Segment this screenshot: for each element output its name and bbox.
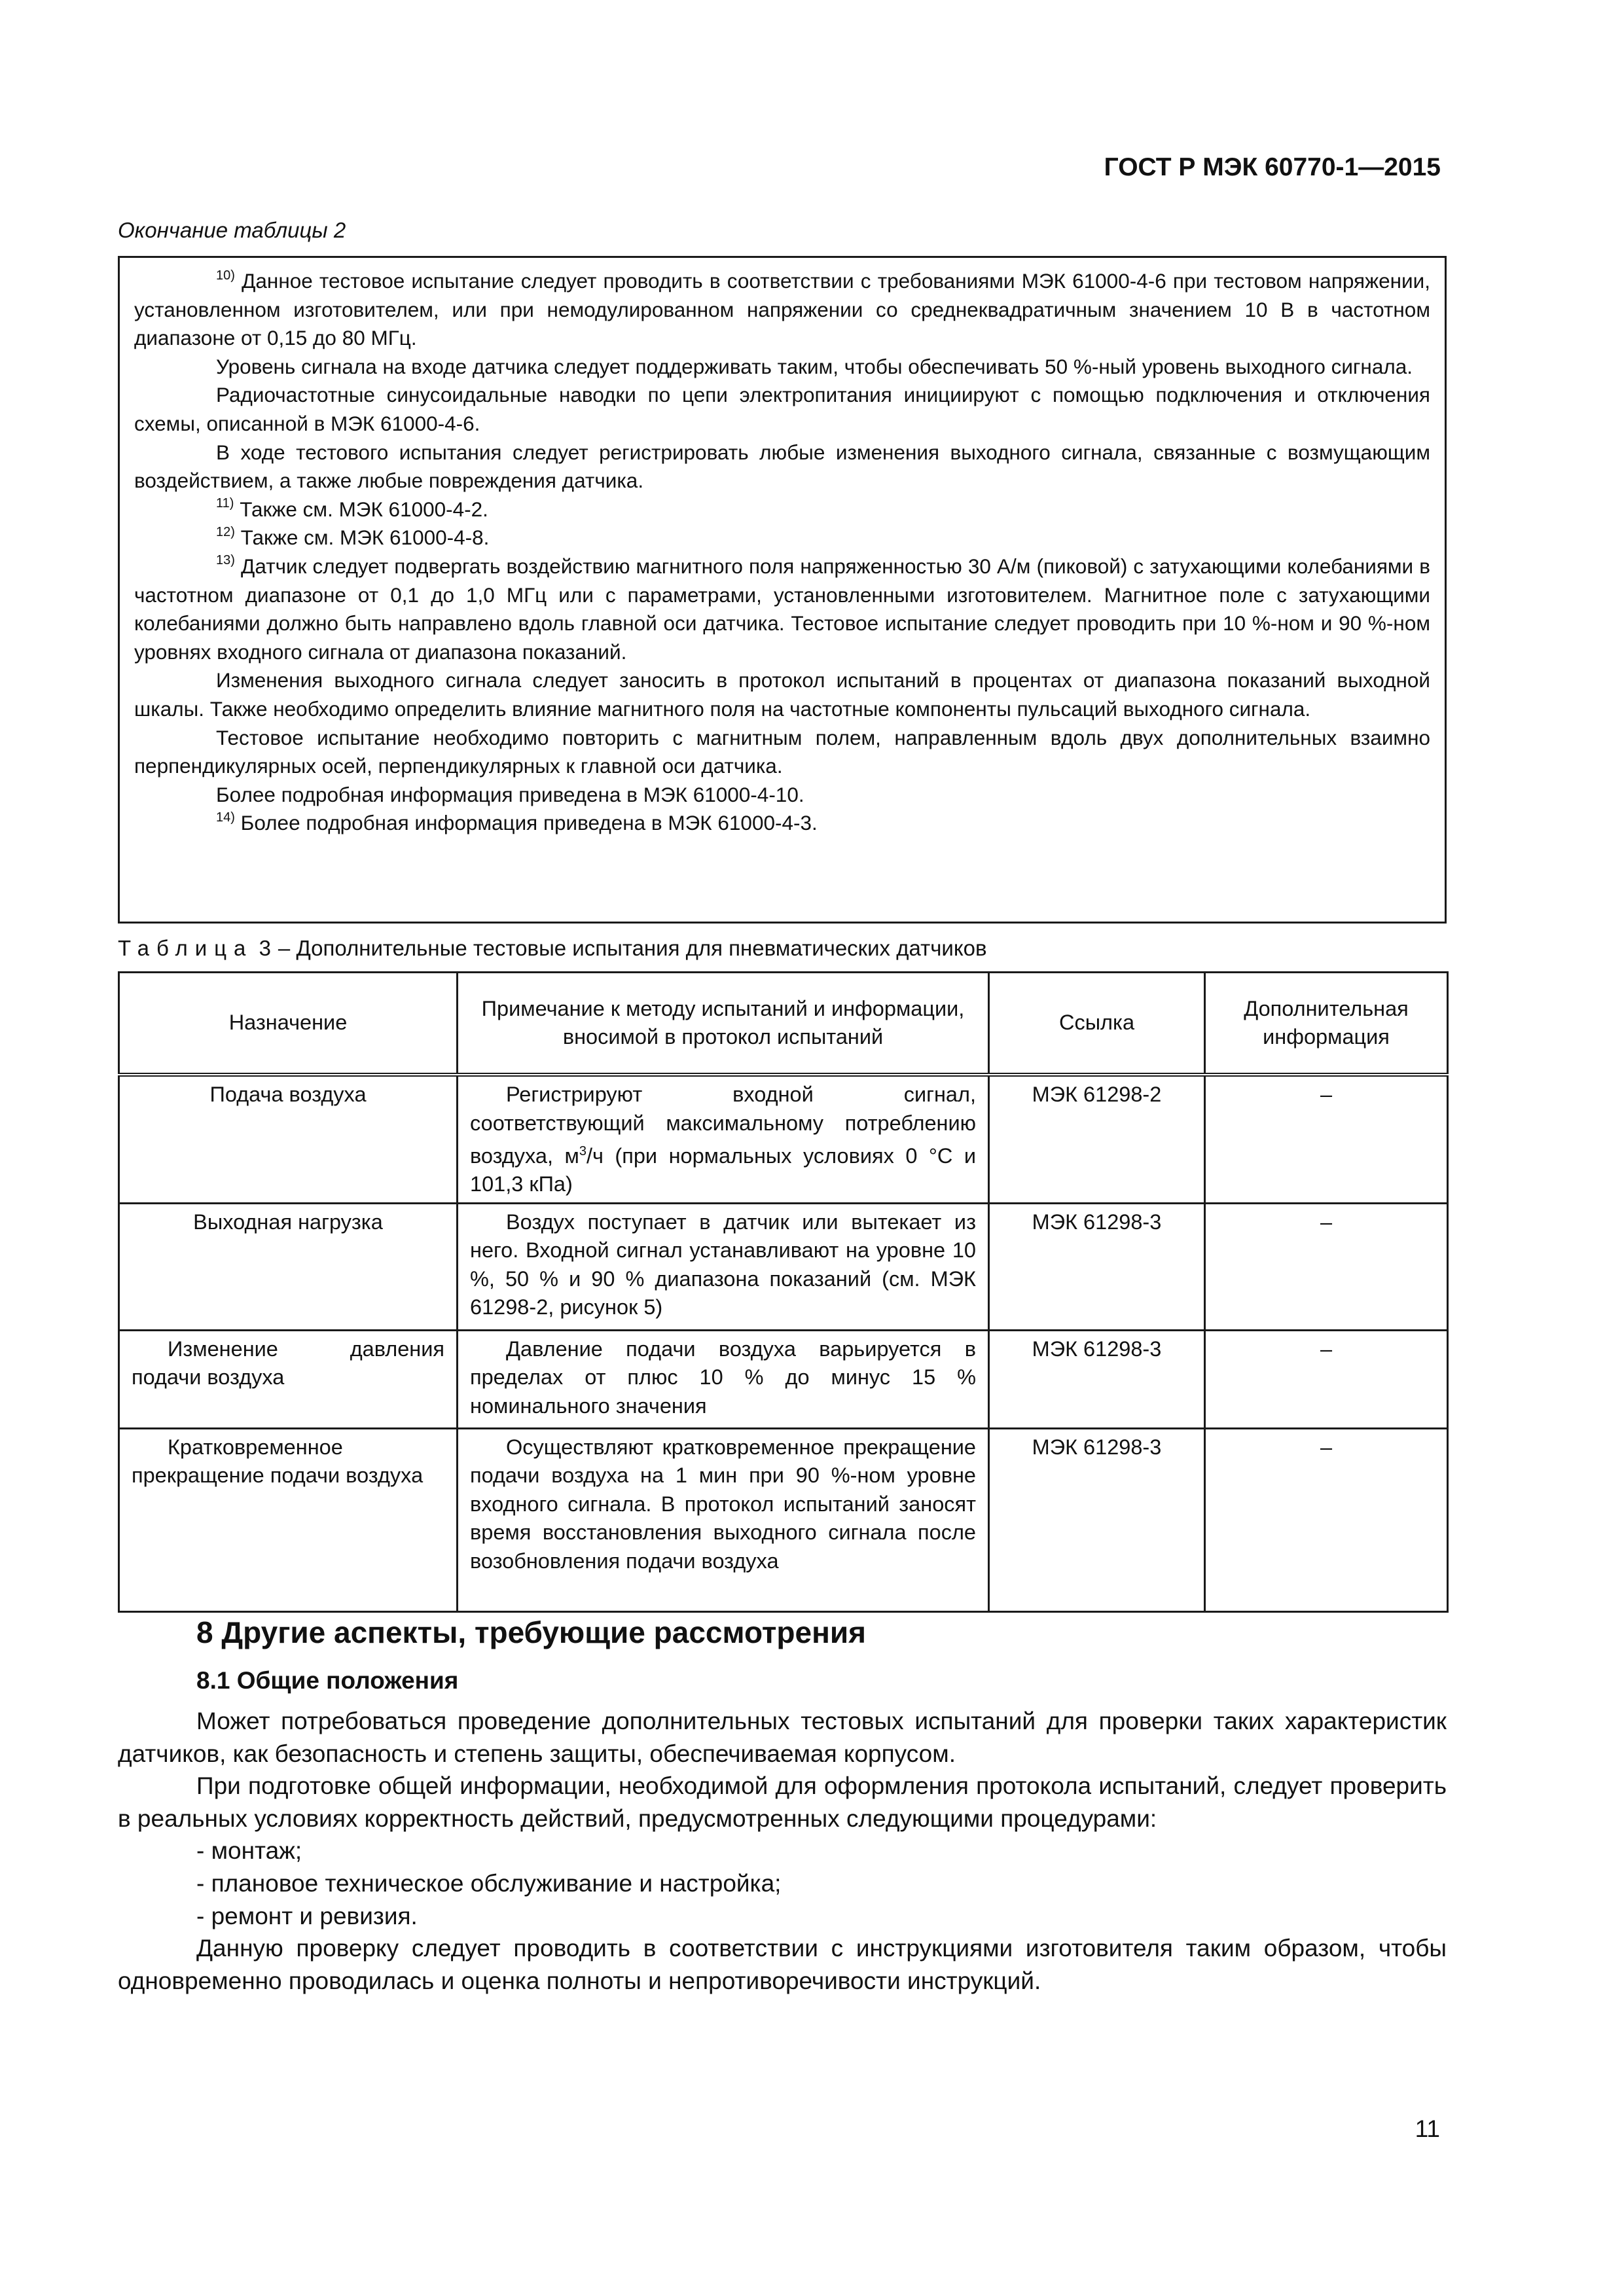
table-row [119,1330,1448,1428]
table-number: 3 [259,936,278,960]
body-paragraph: Данную проверку следует проводить в соответствии с инструкциями изготовителя таким образом, чтобы одновременно проводилась и оценка полноты и непротиворечивости инструкций. [118,1935,1447,1994]
reference-cell: МЭК 61298-2 [989,1075,1205,1203]
purpose-cell: Кратковременное прекращение подачи воздуха [119,1428,458,1611]
table-row [119,1203,1448,1330]
table-label: Таблица [118,936,253,960]
method-note-cell: Давление подачи воздуха варьируется в пределах от плюс 10 % до минус 15 % номинального значения [458,1330,989,1428]
footnote-paragraph [134,439,1430,495]
footnote-text: Более подробная информация приведена в МЭК 61000-4-10. [216,782,804,806]
purpose-cell: Изменение давления подачи воздуха [119,1330,458,1428]
reference-cell: МЭК 61298-3 [989,1428,1205,1611]
footnote-mark: 10) [216,268,235,283]
subsection-heading: 8.1 Общие положения [196,1667,459,1694]
footnote-text: Также см. МЭК 61000-4-8. [240,526,490,550]
list-item: - монтаж; [196,1837,302,1865]
purpose-cell: Подача воздуха [119,1075,458,1203]
table-header-row [119,973,1448,1075]
table3-caption [118,934,1447,963]
footnote-paragraph [134,781,1430,810]
footnote-paragraph [134,495,1430,524]
method-note-cell: Воздух поступает в датчик или вытекает из него. Входной сигнал устанавливают на уровне 10 %, 50 % и 90 % диапазона показаний (см. МЭК 61298-2, рисунок 5) [458,1203,989,1330]
table2-footnotes-box [118,256,1447,924]
footnote-text: Данное тестовое испытание следует проводить в соответствии с требованиями МЭК 61000-4-6 при тестовом напряжении, установленном изготовителем, или при немодулированном напряжении со среднеквадратичным значением 10 В в частотном диапазоне от 0,15 до 80 МГц. [134,269,1430,350]
extra-info-cell: – [1205,1428,1448,1611]
section-body [118,1705,1447,1997]
body-paragraph: При подготовке общей информации, необходимой для оформления протокола испытаний, следует проверить в реальных условиях корректность действий, предусмотренных следующими процедурами: [118,1772,1447,1832]
footnote-mark: 13) [216,553,235,568]
footnote-text: В ходе тестового испытания следует регистрировать любые изменения выходного сигнала, связанные с возмущающим воздействием, а также любые повреждения датчика. [134,440,1430,493]
footnote-paragraph [134,524,1430,552]
footnote-text: Более подробная информация приведена в МЭК 61000-4-3. [240,811,818,835]
footnote-paragraph [134,267,1430,353]
page-number: 11 [1415,2115,1440,2142]
footnote-paragraph [134,552,1430,666]
extra-info-cell: – [1205,1203,1448,1330]
reference-cell: МЭК 61298-3 [989,1330,1205,1428]
footnote-paragraph [134,666,1430,723]
list-item: - ремонт и ревизия. [196,1902,418,1929]
footnote-paragraph [134,381,1430,438]
section-heading: 8 Другие аспекты, требующие рассмотрения [196,1615,867,1649]
body-paragraph: Может потребоваться проведение дополнительных тестовых испытаний для проверки таких характеристик датчиков, как безопасность и степень защиты, обеспечиваемая корпусом. [118,1708,1447,1767]
footnote-text: Уровень сигнала на входе датчика следует поддерживать таким, чтобы обеспечивать 50 %-ный уровень выходного сигнала. [216,354,1413,378]
extra-info-cell: – [1205,1330,1448,1428]
footnote-text: Датчик следует подвергать воздействию магнитного поля напряженностью 30 А/м (пиковой) с затухающими колебаниями в частотном диапазоне от 0,1 до 1,0 МГц или с параметрами, установленными изготовителем. Магнитное поле с затухающими колебаниями должно быть направлено вдоль главной оси датчика. Тестовое испытание следует проводить при 10 %-ном и 90 %-ном уровнях входного сигнала от диапазона показаний. [134,554,1430,664]
table-title-text: – Дополнительные тестовые испытания для пневматических датчиков [278,936,987,960]
footnote-paragraph [134,809,1430,838]
footnote-mark: 11) [216,496,234,511]
method-note-cell: Регистрируют входной сигнал, соответствующий максимальному потреблению воздуха, $м^3/ч$ (при нормальных условиях 0 °С и 101,3 кПа) [458,1075,989,1203]
running-header: ГОСТ Р МЭК 60770-1—2015 [1104,153,1441,181]
table3 [118,971,1449,1613]
list-item: - плановое техническое обслуживание и настройка; [196,1869,782,1897]
footnote-mark: 12) [216,524,235,539]
column-header: Примечание к методу испытаний и информации, вносимой в протокол испытаний [458,973,989,1075]
reference-cell: МЭК 61298-3 [989,1203,1205,1330]
footnote-text: Изменения выходного сигнала следует заносить в протокол испытаний в процентах от диапазона показаний выходной шкалы. Также необходимо определить влияние магнитного поля на частотные компоненты пульсаций выходного сигнала. [134,668,1430,721]
footnote-text: Радиочастотные синусоидальные наводки по цепи электропитания инициируют с помощью подключения и отключения схемы, описанной в МЭК 61000-4-6. [134,383,1430,435]
column-header: Ссылка [989,973,1205,1075]
table-row [119,1428,1448,1611]
table-row [119,1075,1448,1203]
column-header: Дополнительная информация [1205,973,1448,1075]
footnote-paragraph [134,353,1430,382]
footnote-text: Также см. МЭК 61000-4-2. [240,497,488,521]
table-continuation-label: Окончание таблицы 2 [118,218,346,242]
extra-info-cell: – [1205,1075,1448,1203]
purpose-cell: Выходная нагрузка [119,1203,458,1330]
footnote-text: Тестовое испытание необходимо повторить с магнитным полем, направленным вдоль двух дополнительных взаимно перпендикулярных осей, перпендикулярных к главной оси датчика. [134,725,1430,778]
method-note-cell: Осуществляют кратковременное прекращение подачи воздуха на 1 мин при 90 %-ном уровне входного сигнала. В протокол испытаний заносят время восстановления выходного сигнала после возобновления подачи воздуха [458,1428,989,1611]
footnote-paragraph [134,724,1430,781]
footnote-mark: 14) [216,810,235,825]
superscript: 3 [579,1144,586,1158]
column-header: Назначение [119,973,458,1075]
